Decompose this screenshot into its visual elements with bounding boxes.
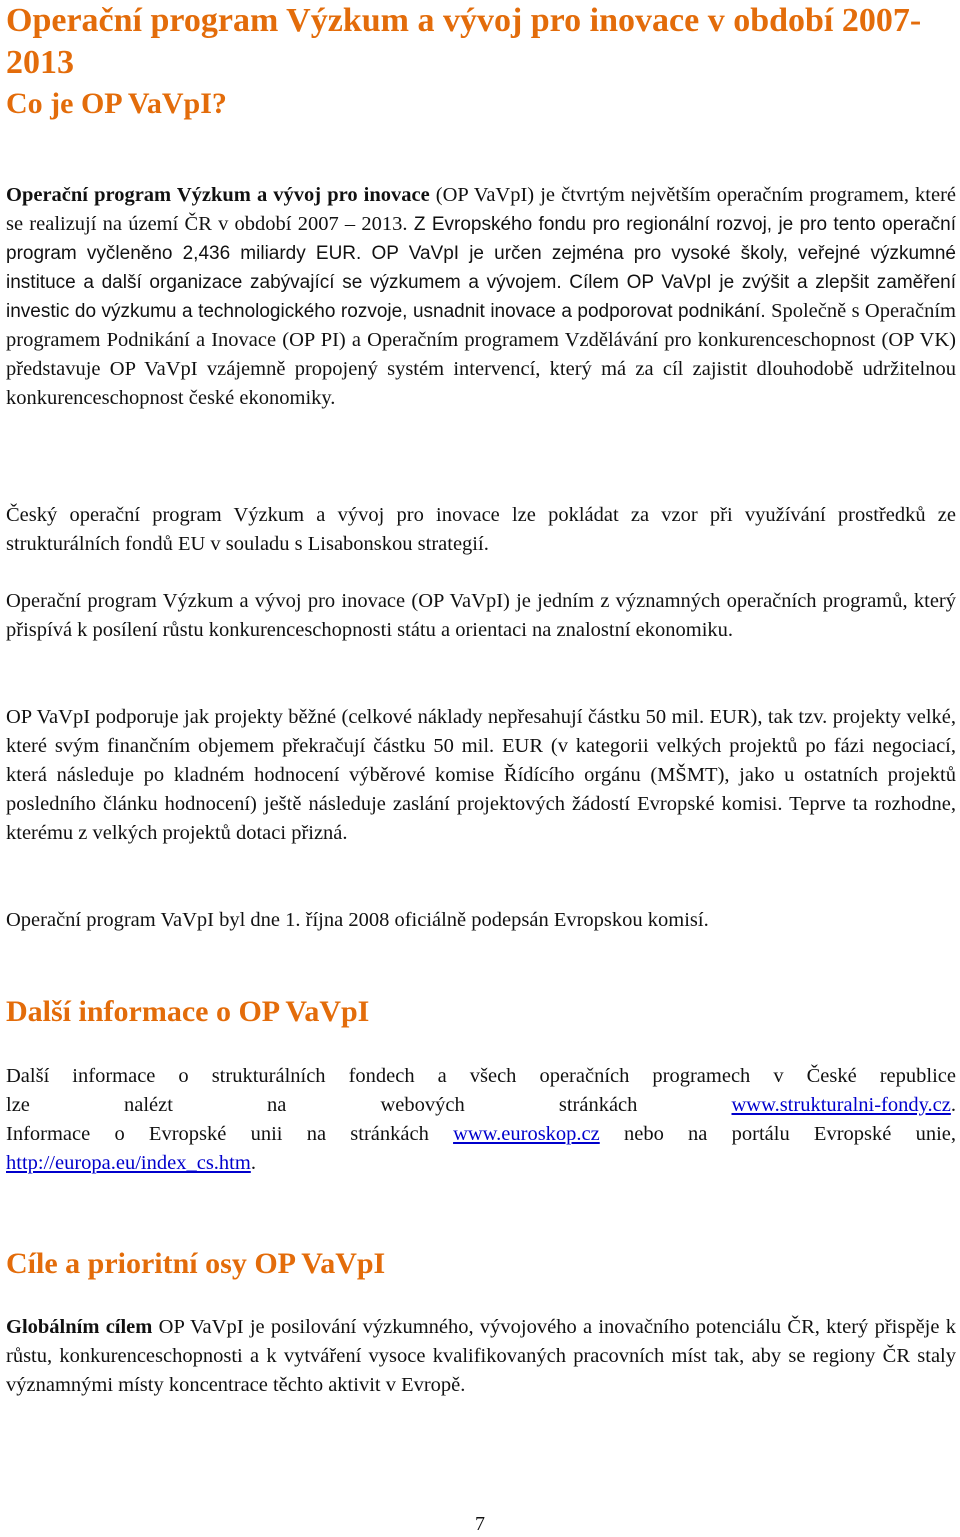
punctuation: . xyxy=(250,1152,256,1174)
word: nalézt xyxy=(124,1094,173,1116)
link-euroskop[interactable]: www.euroskop.cz xyxy=(453,1123,600,1145)
page-number: 7 xyxy=(475,1513,485,1535)
more-info-line-1: Další informace o strukturálních fondech a všech operačních programech v České republice xyxy=(6,1065,956,1087)
link-europa-eu[interactable]: http://europa.eu/index_cs.htm xyxy=(6,1152,251,1174)
paragraph-projects: OP VaVpI podporuje jak projekty běžné (celkové náklady nepřesahují částku 50 mil. EUR), tak tzv. projekty velké, které svým finančním objemem překračují částku 50 mil. EUR (v kategorii velkých projektů po fázi negociací, která následuje po kladném hodnocení výběrové komise Řídícího orgánu (MŠMT), jako u ostatních projektů posledního článku hodnocení) ještě následuje zaslání projektových žádostí Evropské komisi. Teprve ta rozhodne, kterému z velkých projektů dotaci přizná. xyxy=(6,706,956,844)
intro-serif-text: (OP VaVpI) je čtvrtým největším operačním programem, které se realizují na území ČR v období 2007 – 2013. xyxy=(6,184,956,235)
global-goal-text: OP VaVpI je posilování výzkumného, vývojového a inovačního potenciálu ČR, který přispěje k růstu, konkurenceschopnosti a k vytváření vysoce kvalifikovaných pracovních míst tak, aby se regiony ČR staly významnými místy koncentrace těchto aktivit v Evropě. xyxy=(6,1316,957,1396)
paragraph-signed: Operační program VaVpI byl dne 1. října 2008 oficiálně podepsán Evropskou komisí. xyxy=(6,909,709,931)
paragraph-czech-program: Český operační program Výzkum a vývoj pro inovace lze pokládat za vzor při využívání prostředků ze strukturálních fondů EU v souladu s Lisabonskou strategií. xyxy=(6,504,956,555)
intro-sans-text: Z Evropského fondu pro regionální rozvoj, je pro tento operační program vyčleněno 2,436 miliardy EUR. OP VaVpI je určen zejména pro vysoké školy, veřejné výzkumné instituce a další organizace zabývající se výzkumem a vývojem. Cílem OP VaVpI je zvýšit a zlepšit zaměření investic do výzkumu a technologického rozvoje, usnadnit inovace a podporovat podnikání. xyxy=(6,214,956,322)
intro-tail-text: Společně s Operačním programem Podnikání a Inovace (OP PI) a Operačním programem Vzdělávání pro konkurenceschopnost (OP VK) představuje OP VaVpI vzájemně propojený systém intervencí, který má za cíl zajistit dlouhodobě udržitelnou konkurenceschopnost české ekonomiky. xyxy=(6,300,956,409)
paragraph-global-goal xyxy=(6,1313,956,1400)
more-info-text: Informace o Evropské unii na stránkách xyxy=(6,1123,454,1145)
word: stránkách xyxy=(558,1094,638,1116)
link-group-1 xyxy=(732,1091,957,1120)
section-heading-dalsi-informace: Další informace o OP VaVpI xyxy=(6,995,370,1028)
more-info-line-2 xyxy=(6,1091,956,1120)
link-strukturalni-fondy[interactable]: www.strukturalni-fondy.cz xyxy=(731,1094,951,1116)
word: webových xyxy=(380,1094,465,1116)
paragraph-more-info xyxy=(6,1062,956,1178)
section-heading-cile: Cíle a prioritní osy OP VaVpI xyxy=(6,1247,386,1280)
word: lze xyxy=(6,1094,30,1116)
more-info-text: nebo na portálu Evropské unie, xyxy=(599,1123,957,1145)
paragraph-op-vavpi: Operační program Výzkum a vývoj pro inovace (OP VaVpI) je jedním z významných operačních programů, který přispívá k posílení růstu konkurenceschopnosti státu a orientaci na znalostní ekonomiku. xyxy=(6,590,956,641)
more-info-line-4 xyxy=(6,1149,956,1178)
bold-lead: Operační program Výzkum a vývoj pro inovace xyxy=(6,184,430,206)
bold-lead-global: Globálním cílem xyxy=(6,1316,153,1338)
punctuation: . xyxy=(950,1094,956,1116)
section-heading-co-je: Co je OP VaVpI? xyxy=(6,87,227,120)
more-info-line-3 xyxy=(6,1120,956,1149)
word: na xyxy=(267,1094,287,1116)
document-title: Operační program Výzkum a vývoj pro inovace v období 2007-2013 xyxy=(6,2,922,81)
paragraph-intro xyxy=(6,181,956,413)
